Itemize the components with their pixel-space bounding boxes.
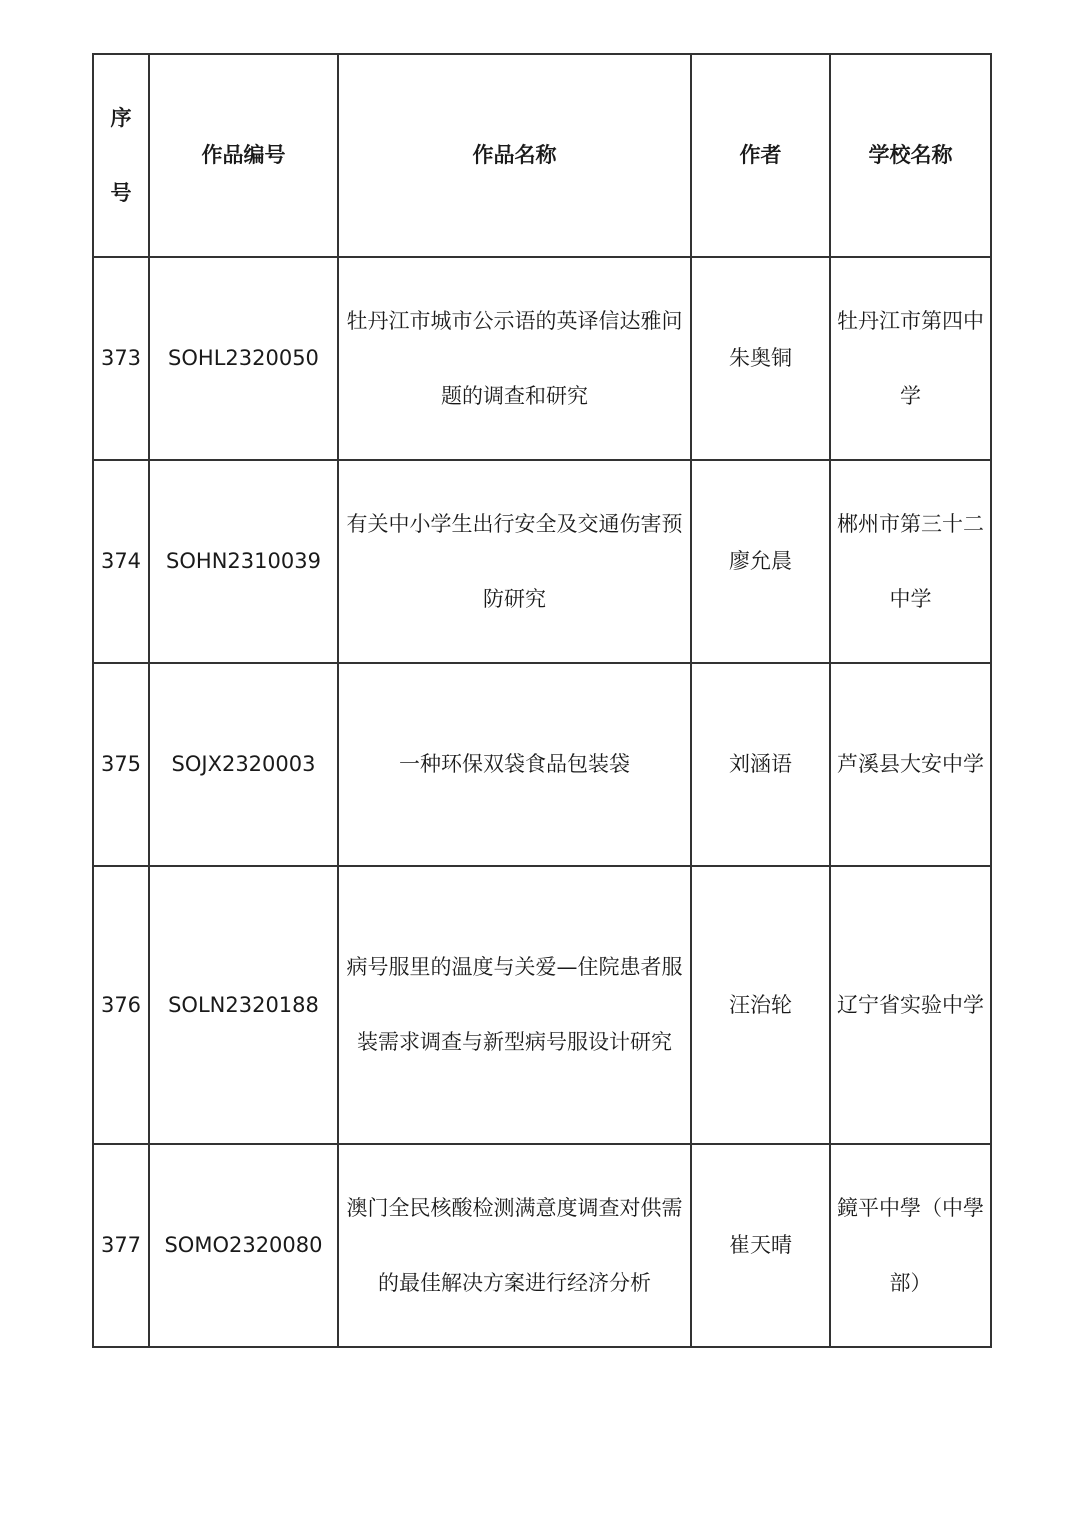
- table-row: [93, 1144, 991, 1347]
- cell-code: SOHL2320050: [149, 257, 338, 460]
- table-header-row: [93, 54, 991, 257]
- cell-school: 辽宁省实验中学: [830, 866, 991, 1144]
- works-table: [92, 53, 992, 1348]
- cell-seq: 373: [93, 257, 149, 460]
- header-title: 作品名称: [338, 54, 691, 257]
- header-seq: 序号: [93, 54, 149, 257]
- table-row: [93, 866, 991, 1144]
- cell-school: 牡丹江市第四中学: [830, 257, 991, 460]
- cell-code: SOLN2320188: [149, 866, 338, 1144]
- cell-author: 崔天晴: [691, 1144, 830, 1347]
- header-author: 作者: [691, 54, 830, 257]
- cell-seq: 375: [93, 663, 149, 866]
- header-code: 作品编号: [149, 54, 338, 257]
- cell-code: SOHN2310039: [149, 460, 338, 663]
- cell-author: 朱奥铜: [691, 257, 830, 460]
- cell-author: 廖允晨: [691, 460, 830, 663]
- table-row: [93, 460, 991, 663]
- cell-code: SOJX2320003: [149, 663, 338, 866]
- cell-title: 澳门全民核酸检测满意度调查对供需的最佳解决方案进行经济分析: [338, 1144, 691, 1347]
- table-row: [93, 257, 991, 460]
- cell-school: 鏡平中學（中學部）: [830, 1144, 991, 1347]
- cell-title: 有关中小学生出行安全及交通伤害预防研究: [338, 460, 691, 663]
- cell-title: 一种环保双袋食品包装袋: [338, 663, 691, 866]
- cell-school: 芦溪县大安中学: [830, 663, 991, 866]
- cell-seq: 376: [93, 866, 149, 1144]
- cell-seq: 374: [93, 460, 149, 663]
- cell-code: SOMO2320080: [149, 1144, 338, 1347]
- table-row: [93, 663, 991, 866]
- cell-seq: 377: [93, 1144, 149, 1347]
- cell-author: 汪治轮: [691, 866, 830, 1144]
- cell-school: 郴州市第三十二中学: [830, 460, 991, 663]
- cell-author: 刘涵语: [691, 663, 830, 866]
- header-school: 学校名称: [830, 54, 991, 257]
- cell-title: 病号服里的温度与关爱—住院患者服装需求调查与新型病号服设计研究: [338, 866, 691, 1144]
- cell-title: 牡丹江市城市公示语的英译信达雅问题的调查和研究: [338, 257, 691, 460]
